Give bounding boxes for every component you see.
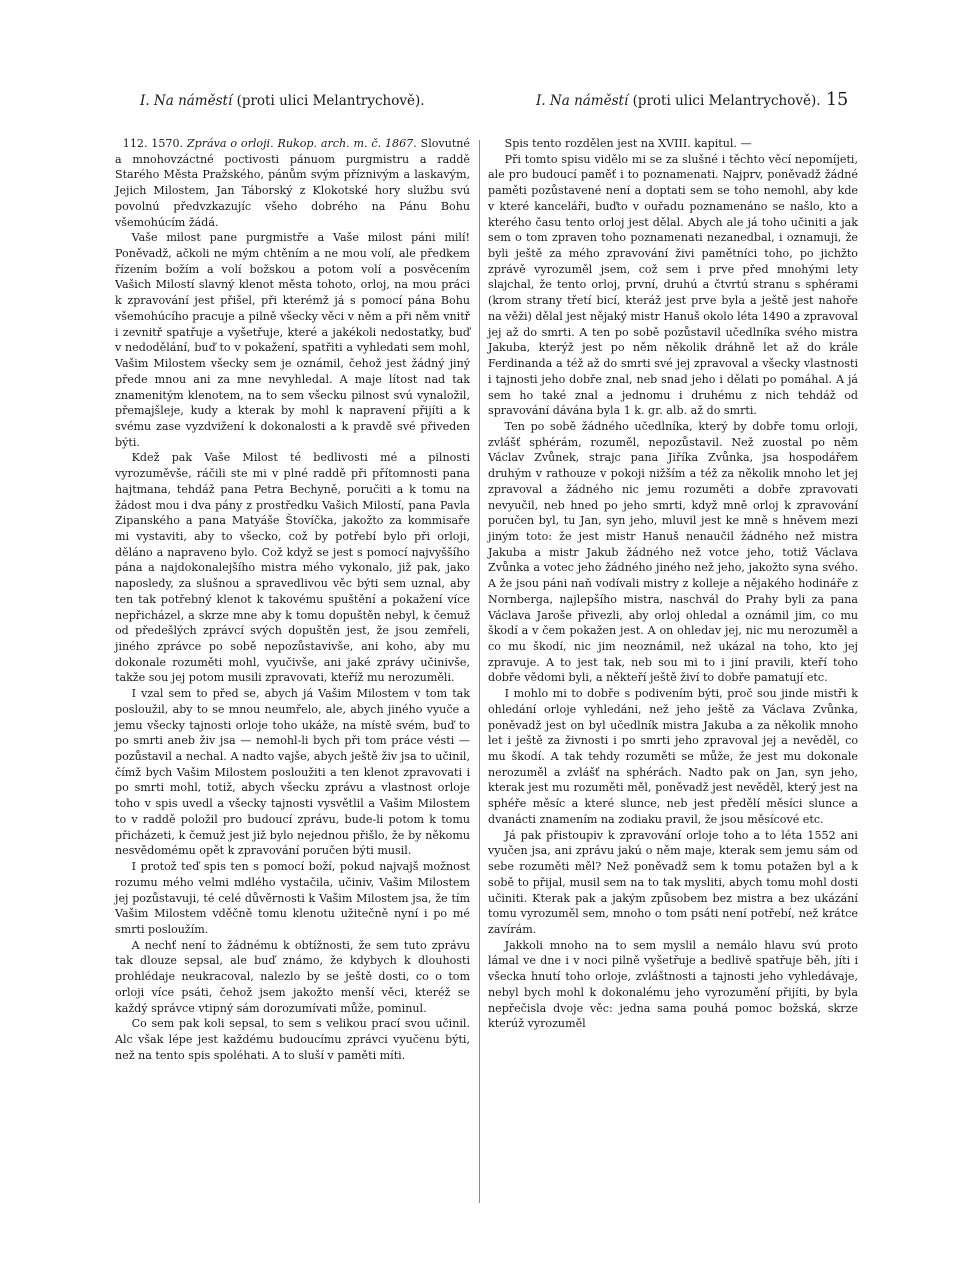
header-right-italic: I. Na náměstí [536, 93, 629, 109]
paragraph: Při tomto spisu vidělo mi se za slušné i těchto věcí nepomíjeti, ale pro budoucí paměť i to poznamenati. Najprv, poněvadž žádné paměti pozůstavené není a doptati sem se toho nemohl, aby kde v které kanceláři, buďto v ouřadu poznamenáno se našlo, kto a kterého času tento orloj jest dělal. Abych ale já toho učiniti a jak sem o tom zpraven toho poznamenati nezanedbal, i oznamuji, že byli ještě za mého zpravování živi pamětníci toho, po jichžto zprávě vyrozuměl jsem, což sem i prve před mnohými lety slajchal, že tento orloj, první, druhú a čtvrtú stranu s sphérami (krom strany třetí bicí, kteráž jest prve byla a ještě jest nahoře na věži) dělal jest nějaký mistr Hanuš okolo léta 1490 a zpravoval jej až do smrti. A ten po sobě pozůstavil učedlníka svého mistra Jakuba, kterýž jest po něm několik dráhně let až do krále Ferdinanda a též až do smrti své jej zpravoval a všecky vlastnosti i tajnosti jeho dobře znal, neb snad jeho i dělati po pomáhal. A já sem ho také znal a jednomu i druhému z nich tehdáž od spravování dávána byla 1 k. gr. alb. až do smrti. [488, 152, 858, 418]
header-right-rest: (proti ulici Melantrychově). [628, 93, 821, 109]
paragraph: Já pak přistoupiv k zpravování orloje toho a to léta 1552 ani vyučen jsa, ani zprávu jakú o něm maje, kterak sem jemu sám od sebe rozuměti měl? Než poněvadž sem k tomu potažen byl a k sobě to přijal, musil sem na to tak mysliti, abych tomu mohl dosti učiniti. Kterak pak a jakým způsobem bez mistra a bez ukázání tomu vyrozuměl sem, mnoho o tom psáti není potřebí, než krátce zavírám. [488, 828, 858, 936]
page-number: 15 [826, 90, 849, 110]
left-column [115, 136, 470, 1063]
running-header [0, 90, 960, 117]
column-divider [479, 140, 480, 1203]
paragraph: Spis tento rozdělen jest na XVIII. kapitul. — [504, 137, 752, 150]
paragraph: Slovutné a mnohovzáctné poctivosti pánuom purgmistru a raddě Starého Města Pražského, pánům svým příznivým a laskavým, Jejich Milostem, Jan Táborský z Klokotské hory službu svú povolnú předvzkazujíc všeho dobrého na Pánu Bohu všemohúcím žádá. [115, 137, 471, 229]
header-left-italic: I. Na náměstí [140, 93, 233, 109]
entry-number: 112. 1570. [122, 137, 187, 150]
paragraph: I protož teď spis ten s pomocí boží, pokud najvajš možnost rozumu mého velmi mdlého vystačila, učiniv, Vašim Milostem jej pozůstavuji, té celé důvěrnosti k Vašim Milostem jsa, že tím Vašim Milostem vděčně tomu klenotu užitečně nyní i po mé smrti posloužím. [115, 860, 470, 936]
header-left [140, 93, 425, 109]
paragraph: A nechť není to žádnému k obtížnosti, že sem tuto zprávu tak dlouze sepsal, ale buď známo, že kdybych k dlouhosti prohlédaje neukracoval, nalezlo by se ještě dosti, co o tom orloji více psáti, čehož jsem jakožto menší věci, kteréž se každý správce vtipný sám dorozumívati může, pominul. [115, 938, 470, 1015]
paragraph: Vaše milost pane purgmistře a Vaše milost páni milí! Poněvadž, ačkoli ne mým chtěním a ne mou volí, ale předkem řízením božím a volí božskou a potom volí a posvěcením Vašich Milostí slavný klenot města tohoto, orloj, na mou práci k zpravování jest přišel, při kterémž já s pomocí pána Bohu všemohúcího pracuje a pilně všecky věci v něm a při něm vnitř i zevnitř spatřuje a vyšetřuje, které a jakékoli nedostatky, buď v nedodělání, buď to v pokažení, spatřiti a vyhledati sem mohl, Vašim Milostem všecky sem je oznámil, čehož jest žádný jiný přede mnou ani za mne nevyhledal. A maje lítost nad tak znamenitým klenotem, na to sem všecku pilnost svú vynaložil, přemajšleje, kudy a kterak by mohl k napravení přijíti a k svému zase vyzdvižení k dokonalosti a k pravdě své přiveden býti. [115, 231, 470, 449]
paragraph: Ten po sobě žádného učedlníka, který by dobře tomu orloji, zvlášť sphérám, rozuměl, nepozůstavil. Než zuostal po něm Václav Zvůnek, strajc pana Jiříka Zvůnka, jsa hospodářem druhým v rathouze v pokoji nižším a též za několik mnoho let jej zpravoval a žádného nic jemu rozuměti a dobře zpravovati nevyučil, neb hned po jeho smrti, když mně orloj k zpravování poručen byl, tu Jan, syn jeho, mluvil jest ke mně s hněvem mezi jiným toto: že jest mistr Hanuš nenaučil žádného než mistra Jakuba a mistr Jakub žádného než votce jeho, totiž Václava Zvůnka a votec jeho žádného jiného než jeho, jakožto syna svého. A že jsou páni naň vodívali mistry z kolleje a nějakého hodináře z Nornberga, najlepšího mistra, naschvál do Prahy byli za pana Václava Jaroše přivezli, aby orloj ohledal a oznámil jim, co mu škodí a v čem pokažen jest. A on ohledav jej, nic mu nerozuměl a co mu škodí, nic jim neoznámil, než ukázal na toho, kto jej zpravuje. A to jest tak, neb sou mi to i jiní pravili, kteří toho dobře vědomi byli, a někteří ještě živí to dobře pamatují etc. [488, 419, 858, 685]
right-column [488, 136, 858, 1032]
paragraph: I vzal sem to před se, abych já Vašim Milostem v tom tak posloužil, aby to se mnou neumřelo, ale, abych jiného vyuče a jemu všecky tajnosti orloje toho ukáže, na místě svém, buď to po smrti aneb živ jsa — nemohl-li bych při tom práce vésti — pozůstavil a nechal. A nadto vajše, abych ještě živ jsa to učinil, čímž bych Vašim Milostem posloužiti a ten klenot zpravovati i po smrti mohl, totiž, abych všecku zprávu a vlastnost orloje toho v spis uvedl a všecky tajnosti vysvětlil a Vašim Milostem to v raddě položil pro budoucí zprávu, bude-li potom k tomu přicházeti, k čemuž jest již bylo nejednou přišlo, že by někomu nesvědomému opět k zpravování poručen býti musil. [115, 687, 470, 858]
header-right [536, 93, 821, 109]
paragraph: Jakkoli mnoho na to sem myslil a nemálo hlavu svú proto lámal ve dne i v noci pilně vyšetřuje a bedlivě spatřuje běh, jíti i všecka hnutí toho orloje, zvláštnosti a tajnosti jeho vyhledávaje, nebyl bych mohl k dokonalému jeho vyrozumění přijíti, by byla nepřečisla dvoje věc: jedna sama pouhá pomoc božská, skrze kterúž vyrozuměl [488, 938, 858, 1031]
entry-title: Zpráva o orloji. Rukop. arch. m. č. 1867. [186, 137, 417, 150]
paragraph: I mohlo mi to dobře s podivením býti, proč sou jinde mistři k ohledání orloje vyhledáni, než jeho ještě za Václava Zvůnka, poněvadž jest on byl učedlník mistra Jakuba a za několik mnoho let i ještě za živnosti i po smrti jeho zpravoval jej a nevěděl, co mu škodí. A tak tehdy rozuměti se může, že jest mu dokonale nerozuměl a zvlášť na sphérách. Nadto pak on Jan, syn jeho, kterak jest mu rozuměti měl, poněvadž jest nevěděl, který jest na sphéře měsíc a které slunce, neb jest předělí měsíci slunce a dvanácti znamením na zodiaku pravil, že jsou měsícové etc. [488, 687, 858, 826]
header-left-rest: (proti ulici Melantrychově). [232, 93, 425, 109]
paragraph: Co sem pak koli sepsal, to sem s velikou prací svou učinil. Alc však lépe jest každému budoucímu zprávci vyučenu býti, než na tento spis spoléhati. A to sluší v paměti míti. [115, 1017, 470, 1062]
entry-heading [115, 136, 470, 230]
paragraph: Kdež pak Vaše Milost té bedlivosti mé a pilnosti vyrozuměvše, ráčili ste mi v plné raddě při přítomnosti pana hajtmana, tehdáž pana Petra Bechyně, poručiti a k tomu na žádost mou i dva pány z prostředku Vašich Milostí, pana Pavla Zipanského a pana Matyáše Štovíčka, jakožto za kommisaře mi vystaviti, aby to všecko, což by potřebí bylo při orloji, děláno a napraveno bylo. Což když se jest s pomocí najvyššího pána a najdokonalejšího mistra mého vykonalo, již pak, jako naposledy, za slušnou a spravedlivou věc býti sem uznal, aby ten tak potřebný klenot k takovému spuštění a pokažení více nepřicházel, a skrze mne aby k tomu dopuštěn nebyl, k čemuž od předešlých zprávcí svých dopuštěn jest, že jsou zemřeli, jiného zprávce po sobě nepozůstavivše, ani koho, aby mu dokonale rozuměti mohl, vyučivše, ani jaké zprávy učinivše, takže sou jej potom musili zpravovati, kteříž mu nerozuměli. [115, 451, 470, 685]
